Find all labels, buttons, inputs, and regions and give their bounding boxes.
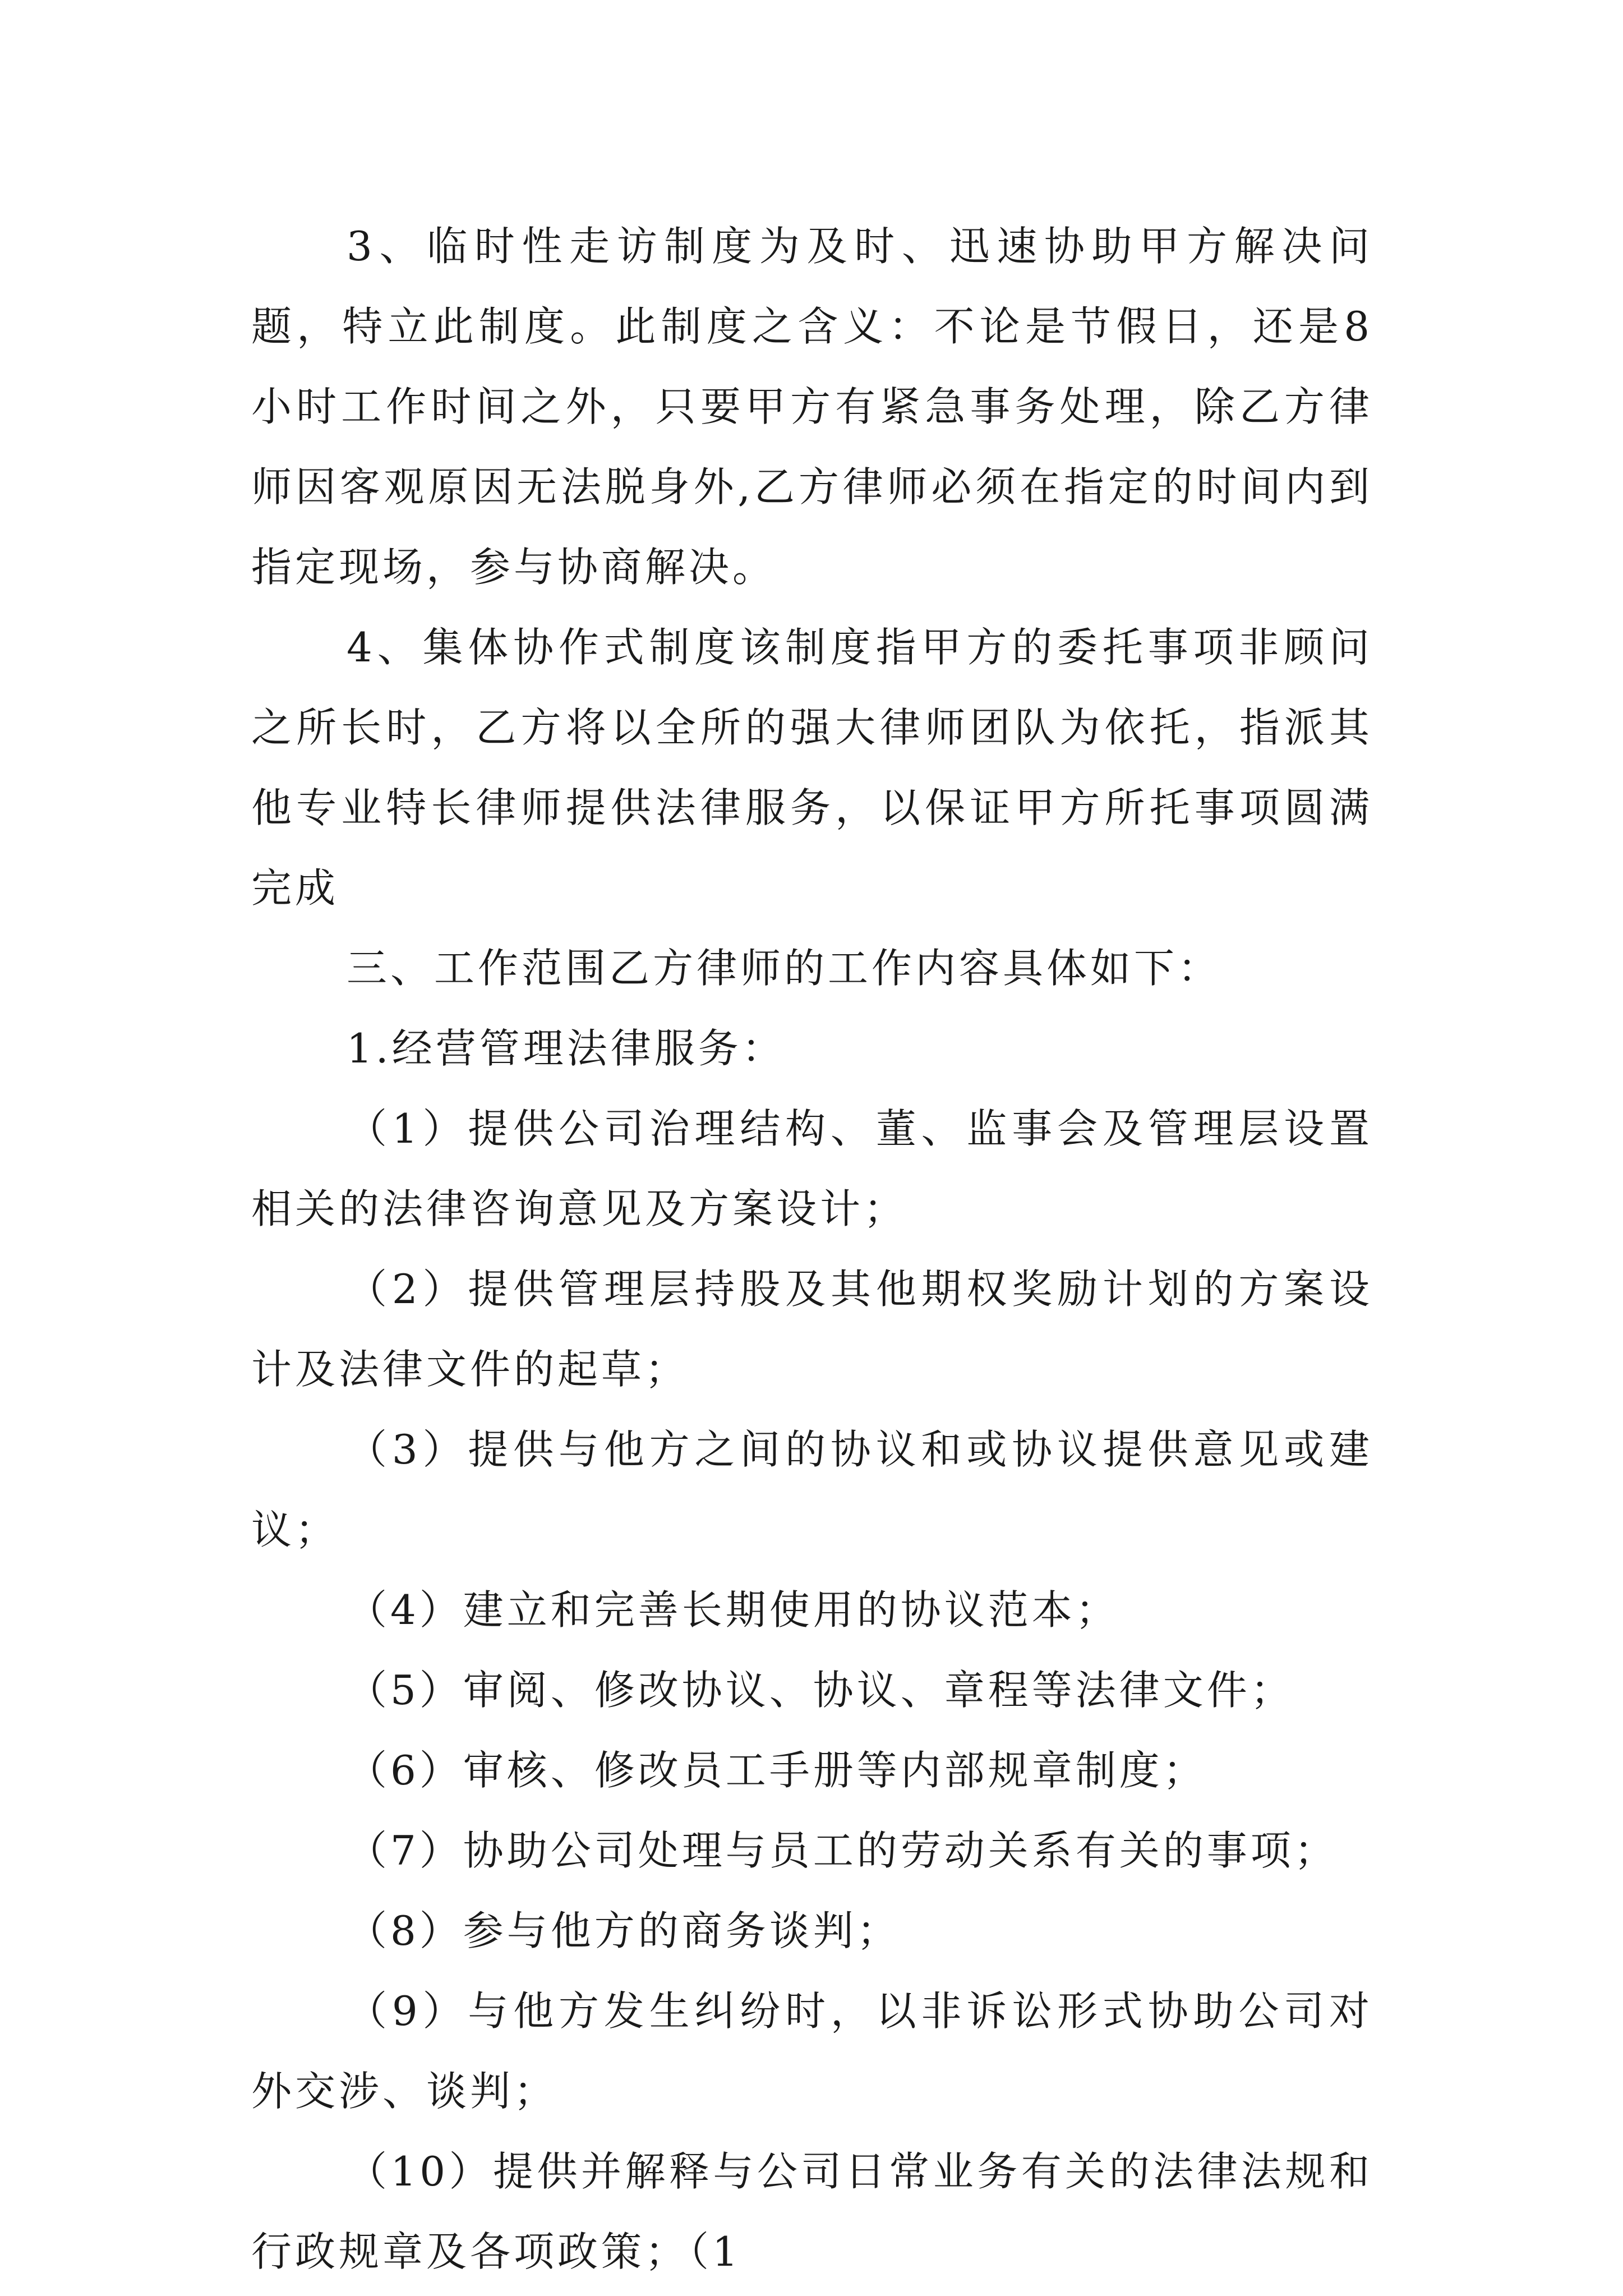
list-item-4: （4）建立和完善长期使用的协议范本； (347, 1586, 1119, 1634)
list-item-5: （5）审阅、修改协议、协议、章程等法律文件； (347, 1667, 1294, 1714)
list-item-2: （2）提供管理层持股及其他期权奖励计划的方案设计及法律文件的起草； (251, 1266, 1373, 1393)
list-item-10: （10）提供并解释与公司日常业务有关的法律法规和行政规章及各项政策；（1 (251, 2148, 1373, 2275)
subheading-business-management-services: 1.经营管理法律服务： (347, 1025, 786, 1072)
list-item-8: （8）参与他方的商务谈判； (347, 1907, 901, 1954)
paragraph-collective-cooperation-system: 4、集体协作式制度该制度指甲方的委托事项非顾问之所长时，乙方将以全所的强大律师团队为依托，指派其他专业特长律师提供法律服务，以保证甲方所托事项圆满完成 (251, 624, 1373, 912)
paragraph-temporary-visit-system: 3、临时性走访制度为及时、迅速协助甲方解决问题，特立此制度。此制度之含义：不论是节假日，还是8小时工作时间之外，只要甲方有紧急事务处理，除乙方律师因客观原因无法脱身外,乙方律师必须在指定的时间内到指定现场，参与协商解决。 (251, 223, 1373, 591)
list-item-3: （3）提供与他方之间的协议和或协议提供意见或建议； (251, 1426, 1373, 1553)
document-body (251, 206, 1373, 2292)
list-item-1: （1）提供公司治理结构、董、监事会及管理层设置相关的法律咨询意见及方案设计； (251, 1105, 1373, 1232)
list-item-7: （7）协助公司处理与员工的劳动关系有关的事项； (347, 1827, 1338, 1874)
list-item-9: （9）与他方发生纠纷时，以非诉讼形式协助公司对外交涉、谈判； (251, 1987, 1373, 2115)
section-heading-scope-of-work: 三、工作范围乙方律师的工作内容具体如下： (347, 945, 1222, 992)
list-item-6: （6）审核、修改员工手册等内部规章制度； (347, 1747, 1207, 1794)
